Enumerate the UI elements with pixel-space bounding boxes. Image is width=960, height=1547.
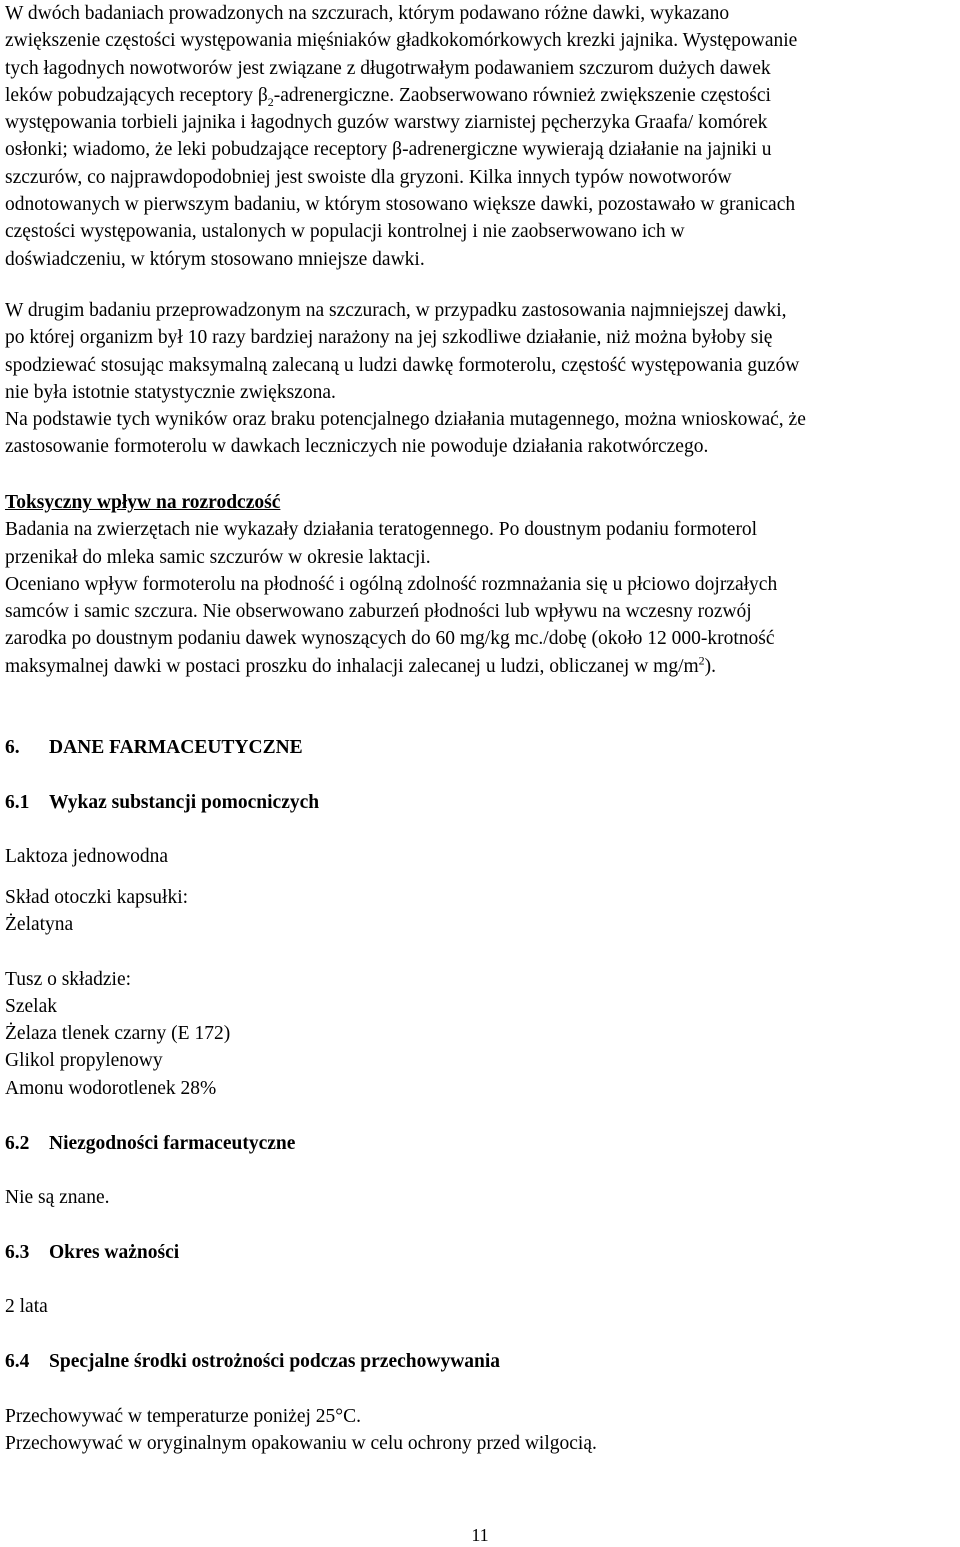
section-heading-6: [5, 734, 303, 761]
excipient-item: Glikol propylenowy: [5, 1050, 163, 1071]
text-line: po której organizm był 10 razy bardziej narażony na jej szkodliwe działanie, niż można byłoby się: [5, 327, 773, 349]
page-number: 11: [471, 1525, 489, 1545]
text-fragment: leków pobudzających receptory β: [5, 84, 268, 106]
text-line: zarodka po doustnym podaniu dawek wynoszących do 60 mg/kg mc./dobę (około 12 000-krotność: [5, 628, 775, 650]
paragraph-carcinogenicity-1: [5, 0, 955, 273]
section-title: Niezgodności farmaceutyczne: [49, 1133, 296, 1154]
section-number: 6.4: [5, 1351, 30, 1372]
section-title: Specjalne środki ostrożności podczas przechowywania: [49, 1351, 501, 1372]
text-line: zastosowanie formoterolu w dawkach leczniczych nie powoduje działania rakotwórczego.: [5, 436, 709, 458]
text-fragment: -adrenergiczne. Zaobserwowano również zwiększenie częstości: [273, 84, 771, 106]
subheading-reproductive-toxicity: Toksyczny wpływ na rozrodczość: [5, 492, 281, 513]
excipient-item: Szelak: [5, 996, 57, 1017]
text-line: W drugim badaniu przeprowadzonym na szczurach, w przypadku zastosowania najmniejszej dawki,: [5, 300, 787, 321]
excipient-item: Żelaza tlenek czarny (E 172): [5, 1023, 231, 1044]
section-heading-6-1: [5, 789, 319, 816]
text-line: Badania na zwierzętach nie wykazały działania teratogennego. Po doustnym podaniu formoterol: [5, 519, 758, 541]
section-number: 6.: [5, 737, 20, 758]
section-title: DANE FARMACEUTYCZNE: [49, 737, 303, 758]
superscript: 2: [698, 653, 705, 668]
excipient-item: Tusz o składzie:: [5, 969, 132, 990]
section-title: Okres ważności: [49, 1242, 180, 1263]
text-line: samców i samic szczura. Nie obserwowano zaburzeń płodności lub wpływu na wczesny rozwój: [5, 601, 752, 623]
excipient-item: Skład otoczki kapsułki:: [5, 887, 189, 908]
text-line: odnotowanych w pierwszym badaniu, w którym stosowano większe dawki, pozostawało w granicach: [5, 194, 796, 216]
text-line: tych łagodnych nowotworów jest związane z długotrwałym podawaniem szczurom dużych dawek: [5, 57, 771, 79]
text-line: występowania torbieli jajnika i łagodnych guzów warstwy ziarnistej pęcherzyka Graafa/ komórek: [5, 112, 768, 134]
section-text: Przechowywać w oryginalnym opakowaniu w celu ochrony przed wilgocią.: [5, 1433, 597, 1454]
section-number: 6.1: [5, 792, 30, 813]
text-line: zwiększenie częstości występowania mięśniaków gładkokomórkowych krezki jajnika. Występowanie: [5, 30, 798, 52]
section-text: Przechowywać w temperaturze poniżej 25°C.: [5, 1406, 361, 1427]
subscript: 2: [267, 94, 274, 109]
text-line: nie była istotnie statystycznie zwiększona.: [5, 381, 336, 403]
section-text: 2 lata: [5, 1296, 48, 1317]
paragraph-reproductive-toxicity: [5, 489, 955, 680]
text-line: Na podstawie tych wyników oraz braku potencjalnego działania mutagennego, można wnioskować, że: [5, 409, 806, 431]
excipient-item: Amonu wodorotlenek 28%: [5, 1078, 217, 1099]
text-line: spodziewać stosując maksymalną zalecaną u ludzi dawkę formoterolu, częstość występowania guzów: [5, 354, 800, 376]
section-text: Nie są znane.: [5, 1187, 110, 1208]
text-fragment: maksymalnej dawki w postaci proszku do inhalacji zalecanej u ludzi, obliczanej w mg/m: [5, 655, 699, 677]
section-number: 6.2: [5, 1133, 30, 1154]
text-line: szczurów, co najprawdopodobniej jest swoiste dla gryzoni. Kilka innych typów nowotworów: [5, 166, 732, 188]
text-line: [5, 82, 955, 109]
section-title: Wykaz substancji pomocniczych: [49, 792, 320, 813]
text-line: W dwóch badaniach prowadzonych na szczurach, którym podawano różne dawki, wykazano: [5, 3, 730, 24]
section-number: 6.3: [5, 1242, 30, 1263]
text-line: osłonki; wiadomo, że leki pobudzające receptory β-adrenergiczne wywierają działanie na jajniki u: [5, 139, 772, 161]
section-heading-6-4: [5, 1348, 500, 1375]
text-line: doświadczeniu, w którym stosowano mniejsze dawki.: [5, 248, 425, 270]
section-heading-6-2: [5, 1130, 295, 1157]
excipient-item: Żelatyna: [5, 914, 74, 935]
text-fragment: ).: [704, 655, 717, 677]
text-line: częstości występowania, ustalonych w populacji kontrolnej i nie zaobserwowano ich w: [5, 221, 685, 243]
text-line: przenikał do mleka samic szczurów w okresie laktacji.: [5, 546, 431, 568]
paragraph-carcinogenicity-2: [5, 297, 955, 461]
text-line: [5, 653, 955, 680]
excipient-item: Laktoza jednowodna: [5, 846, 168, 867]
text-line: Oceniano wpływ formoterolu na płodność i ogólną zdolność rozmnażania się u płciowo dojrzałych: [5, 573, 778, 595]
section-heading-6-3: [5, 1239, 179, 1266]
